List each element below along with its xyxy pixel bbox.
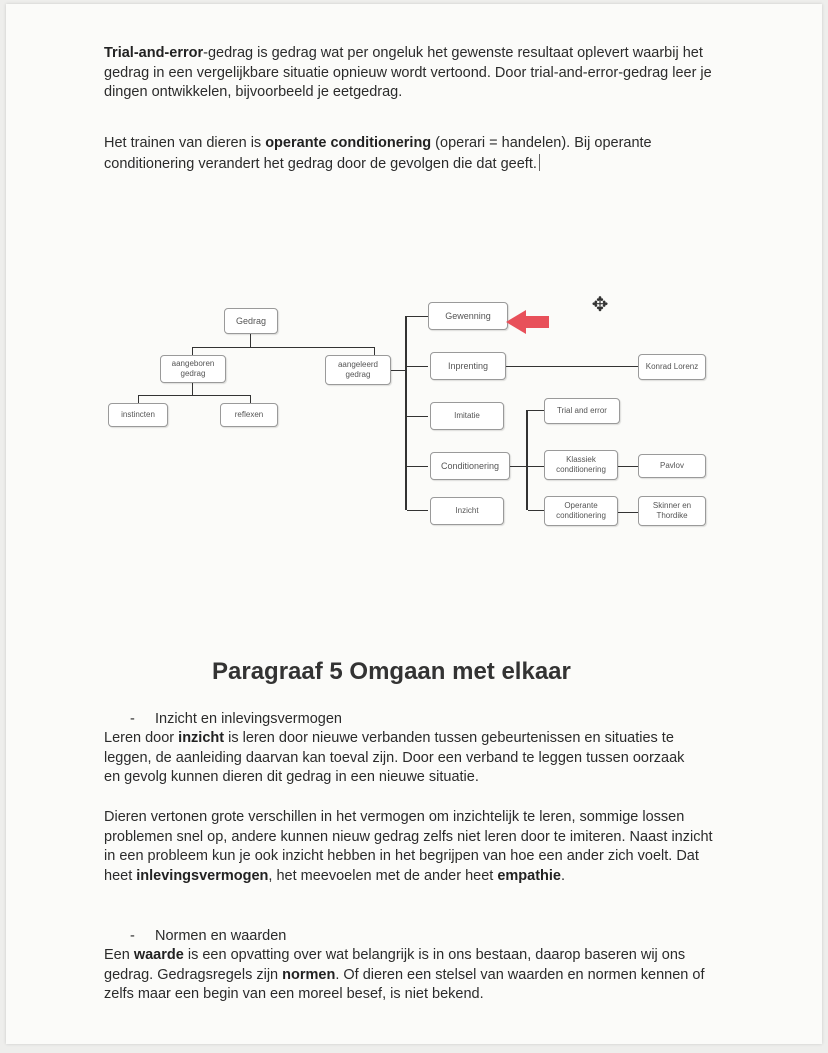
move-icon[interactable]: ✥ <box>591 294 609 316</box>
node-konrad-lorenz: Konrad Lorenz <box>638 354 706 380</box>
term-inlevingsvermogen: inlevingsvermogen <box>136 867 269 884</box>
paragraph-normen-waarden <box>104 946 716 1005</box>
term-empathie: empathie <box>497 867 562 884</box>
paragraph-operante-conditionering <box>104 134 724 174</box>
node-inzicht: Inzicht <box>430 497 504 525</box>
paragraph-inzicht <box>104 729 704 788</box>
paragraph-text: (operari = handelen). Bij operante conditionering verandert het gedrag door de gevolgen die dat geeft. <box>104 135 652 172</box>
node-operante-conditionering: Operante conditionering <box>544 496 618 526</box>
paragraph-text: Dieren vertonen grote verschillen in het vermogen om inzichtelijk te leren, sommige lossen problemen snel op, andere kunnen nieuw gedrag zelfs niet leren door te imiteren. Naast inzicht in een probleem kun je ook inzicht hebben in het begrijpen van hoe een ander zich voelt. Dat heet <box>104 809 713 884</box>
node-pavlov: Pavlov <box>638 454 706 478</box>
paragraph-text: is een opvatting over wat belangrijk is in ons bestaan, daarop baseren wij ons gedrag. Gedragsregels zijn <box>104 947 686 983</box>
node-instincten: instincten <box>108 403 168 427</box>
term-trial-and-error: Trial-and-error <box>104 45 204 61</box>
paragraph-text: . Of dieren een stelsel van waarden en normen kennen of zelfs maar een begin van een moreel besef, is niet bekend. <box>104 966 705 1002</box>
node-imitatie: Imitatie <box>430 402 504 430</box>
node-aangeleerd-gedrag: aangeleerd gedrag <box>325 355 391 385</box>
paragraph-text: Leren door <box>104 730 179 746</box>
red-arrow-icon <box>506 310 526 334</box>
paragraph-text: , het meevoelen met de ander heet <box>268 867 498 884</box>
paragraph-text: Het trainen van dieren is <box>104 135 266 151</box>
behavior-diagram[interactable] <box>100 290 740 540</box>
bullet-label: Inzicht en inlevingsvermogen <box>154 711 342 727</box>
paragraph-inlevingsvermogen <box>104 808 716 886</box>
node-gewenning: Gewenning <box>428 302 508 330</box>
bullet-label: Normen en waarden <box>154 928 287 944</box>
paragraph-text: Een <box>104 947 134 963</box>
bullet-normen: - Normen en waarden <box>130 928 287 944</box>
text-cursor <box>539 154 540 171</box>
term-normen: normen <box>282 966 336 983</box>
section-heading: Paragraaf 5 Omgaan met elkaar <box>212 658 571 685</box>
node-gedrag: Gedrag <box>224 308 278 334</box>
node-aangeboren-gedrag: aangeboren gedrag <box>160 355 226 383</box>
node-inprenting: Inprenting <box>430 352 506 380</box>
bullet-inzicht: - Inzicht en inlevingsvermogen <box>130 711 342 727</box>
node-conditionering: Conditionering <box>430 452 510 480</box>
red-arrow-body <box>525 316 549 328</box>
term-inzicht: inzicht <box>178 730 225 746</box>
paragraph-trial-and-error <box>104 44 724 103</box>
node-trial-and-error: Trial and error <box>544 398 620 424</box>
node-klassiek-conditionering: Klassiek conditionering <box>544 450 618 480</box>
term-waarde: waarde <box>133 947 184 963</box>
paragraph-text: -gedrag is gedrag wat per ongeluk het gewenste resultaat oplevert waarbij het gedrag in een vergelijkbare situatie opnieuw wordt vertoond. Door trial-and-error-gedrag leer je dingen ontwikkelen, bijvoorbeeld je eetgedrag. <box>104 45 712 100</box>
node-reflexen: reflexen <box>220 403 278 427</box>
paragraph-text: is leren door nieuwe verbanden tussen gebeurtenissen en situaties te leggen, de aanleiding daarvan kan toeval zijn. Door een verband te leggen tussen oorzaak en gevolg kunnen dieren dit gedrag in een nieuwe situatie. <box>104 730 685 785</box>
node-skinner-thordike: Skinner en Thordike <box>638 496 706 526</box>
paragraph-text: . <box>561 867 566 884</box>
term-operante-conditionering: operante conditionering <box>265 135 432 151</box>
